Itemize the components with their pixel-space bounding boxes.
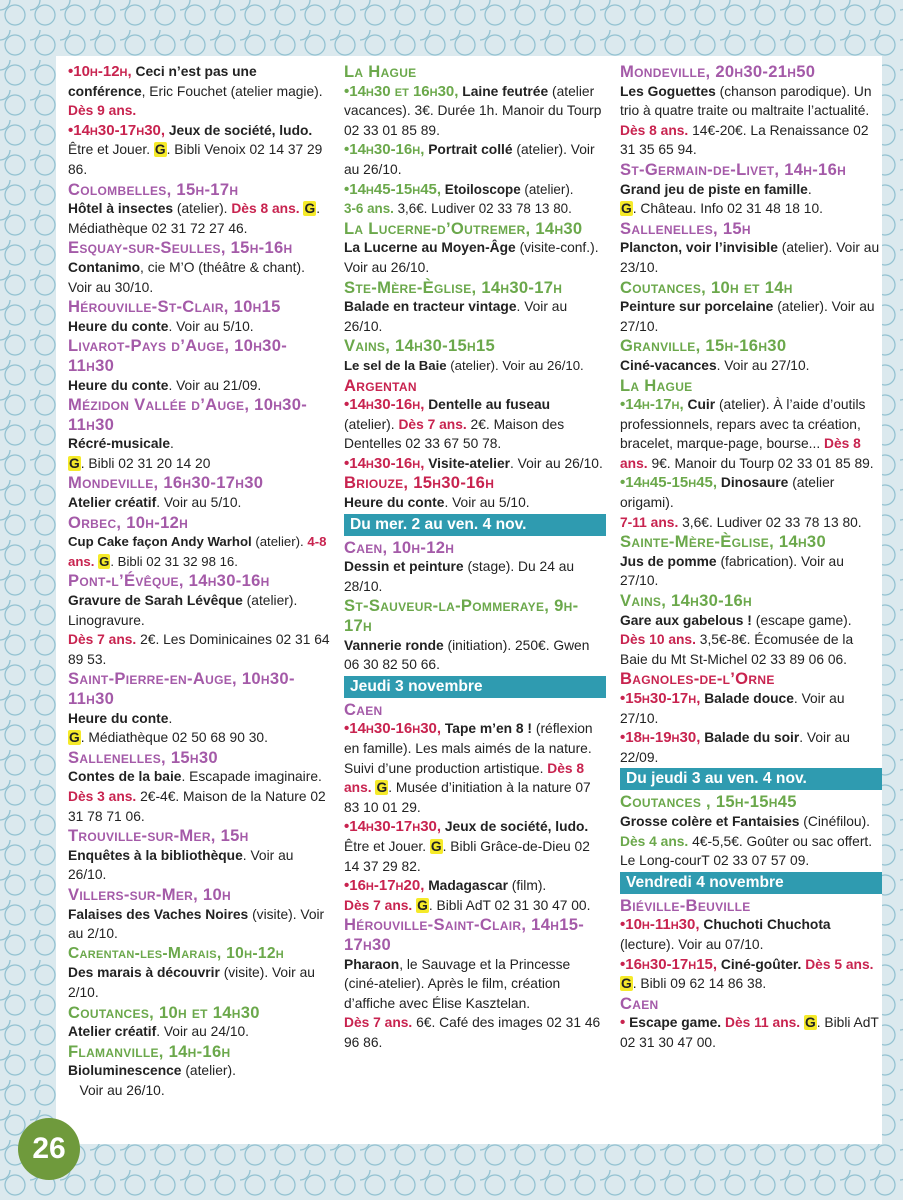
- event-entry: •14h30-17h30, Jeux de société, ludo. Être et Jouer. G. Bibli Venoix 02 14 37 29 86.: [68, 121, 323, 177]
- free-badge: G: [417, 897, 428, 913]
- event-entry: •15h30-17h, Balade douce. Voir au 27/10.: [620, 690, 845, 726]
- event-entry: Falaises des Vaches Noires (visite). Voir au 2/10.: [68, 906, 325, 942]
- location-heading: Orbec, 10h-12h: [68, 512, 189, 532]
- event-entry: Gare aux gabelous ! (escape game). Dès 10 ans. 3,5€-8€. Écomusée de la Baie du Mt St-Michel 02 33 89 06 06.: [620, 612, 854, 667]
- date-banner: Vendredi 4 novembre: [620, 872, 882, 894]
- location-heading: Carentan-les-Marais, 10h-12h: [68, 944, 285, 962]
- location-heading: La Hague: [344, 62, 417, 81]
- date-banner: Jeudi 3 novembre: [344, 676, 606, 698]
- location-heading: Villers-sur-Mer, 10h: [68, 884, 231, 904]
- location-heading: Argentan: [344, 375, 417, 395]
- location-heading: Mondeville, 20h30-21h50: [620, 62, 816, 81]
- event-entry: •14h30-16h, Dentelle au fuseau (atelier). Dès 7 ans. 2€. Maison des Dentelles 02 33 67 50 78.: [344, 396, 565, 452]
- event-entry: Atelier créatif. Voir au 5/10.: [68, 495, 242, 511]
- location-heading: Sallenelles, 15h: [620, 218, 751, 238]
- event-entry: Grosse colère et Fantaisies (Cinéfilou). Dès 4 ans. 4€-5,5€. Goûter ou sac offert. Le Long-courT 02 33 07 57 09.: [620, 813, 873, 869]
- event-entry: •14h45-15h45, Dinosaure (atelier origami). 7-11 ans. 3,6€. Ludiver 02 33 78 13 80.: [620, 474, 862, 530]
- event-entry: Ciné-vacances. Voir au 27/10.: [620, 357, 810, 373]
- location-heading: Ste-Mère-Èglise, 14h30-17h: [344, 277, 563, 297]
- event-entry: Balade en tracteur vintage. Voir au 26/10.: [344, 299, 568, 334]
- event-entry: Heure du conte. Voir au 5/10.: [68, 318, 254, 334]
- free-badge: G: [304, 201, 316, 217]
- location-heading: Sallenelles, 15h30: [68, 747, 218, 767]
- location-heading: Bagnoles-de-l’Orne: [620, 669, 775, 689]
- event-entry: Récré-musicale. G. Bibli 02 31 20 14 20: [68, 436, 211, 471]
- location-heading: Mézidon Vallée d’Auge, 10h30-11h30: [68, 395, 308, 434]
- column-1: [68, 62, 330, 1100]
- date-banner: Du mer. 2 au ven. 4 nov.: [344, 514, 606, 536]
- event-entry: Plancton, voir l’invisible (atelier). Voir au 23/10.: [620, 240, 880, 275]
- location-heading: Saint-Pierre-en-Auge, 10h30-11h30: [68, 669, 295, 708]
- event-entry: Atelier créatif. Voir au 24/10.: [68, 1024, 249, 1040]
- event-entry: Pharaon, le Sauvage et la Princesse (ciné-atelier). Après le film, création d’affiche avec Élise Kasztelan. Dès 7 ans. 6€. Café des images 02 31 46 96 86.: [344, 956, 601, 1050]
- page-number-badge: 26: [18, 1118, 80, 1180]
- event-entry: Heure du conte. Voir au 21/09.: [68, 377, 262, 393]
- location-heading: Briouze, 15h30-16h: [344, 473, 495, 493]
- location-heading: Mondeville, 16h30-17h30: [68, 473, 264, 493]
- event-entry: •16h30-17h15, Ciné-goûter. Dès 5 ans. G. Bibli 09 62 14 86 38.: [620, 955, 874, 992]
- event-entry: • Escape game. Dès 11 ans. G. Bibli AdT 02 31 30 47 00.: [620, 1014, 879, 1050]
- agenda-page: [56, 56, 882, 1144]
- location-heading: Caen: [620, 993, 659, 1013]
- event-entry: Enquêtes à la bibliothèque. Voir au 26/10.: [68, 847, 294, 883]
- column-3: [620, 62, 882, 1053]
- location-heading: Coutances, 10h et 14h: [620, 277, 793, 297]
- location-heading: Trouville-sur-Mer, 15h: [68, 826, 249, 846]
- event-entry: •10h-11h30, Chuchoti Chuchota (lecture). Voir au 07/10.: [620, 916, 831, 952]
- event-entry: •14h45-15h45, Etoiloscope (atelier). 3-6 ans. 3,6€. Ludiver 02 33 78 13 80.: [344, 180, 574, 217]
- location-heading: Coutances , 15h-15h45: [620, 792, 797, 812]
- free-badge: G: [621, 201, 632, 217]
- event-entry: Heure du conte. Voir au 5/10.: [344, 495, 530, 511]
- event-entry: Des marais à découvrir (visite). Voir au 2/10.: [68, 965, 315, 1000]
- location-heading: Hérouville-St-Clair, 10h15: [68, 297, 281, 317]
- event-entry: Peinture sur porcelaine (atelier). Voir au 27/10.: [620, 299, 875, 334]
- location-heading: Biéville-Beuville: [620, 895, 751, 915]
- location-heading: St-Sauveur-la-Pommeraye, 9h-17h: [344, 596, 579, 636]
- date-banner: Du jeudi 3 au ven. 4 nov.: [620, 768, 882, 790]
- location-heading: Vains, 14h30-15h15: [344, 336, 496, 356]
- location-heading: Coutances, 10h et 14h30: [68, 1002, 260, 1022]
- free-badge: G: [69, 730, 80, 746]
- location-heading: La Lucerne-d’Outremer, 14h30: [344, 218, 583, 238]
- location-heading: Vains, 14h30-16h: [620, 591, 752, 611]
- column-2: [344, 62, 606, 1053]
- event-entry: •16h-17h20, Madagascar (film). Dès 7 ans. G. Bibli AdT 02 31 30 47 00.: [344, 877, 591, 913]
- location-heading: Livarot-Pays d’Auge, 10h30-11h30: [68, 336, 288, 375]
- event-entry: Les Goguettes (chanson parodique). Un trio à quatre traite ou maltraite l’actualité. Dès 8 ans. 14€-20€. La Renaissance 02 31 35 65 94.: [620, 83, 872, 158]
- free-badge: G: [69, 455, 80, 471]
- event-entry: •14h-17h, Cuir (atelier). À l’aide d’outils professionnels, repars avec ta création, bracelet, marque-page, bourse... Dès 8 ans. 9€. Manoir du Tourp 02 33 01 85 89.: [620, 396, 874, 471]
- event-entry: Bioluminescence (atelier). Voir au 26/10.: [68, 1063, 236, 1098]
- free-badge: G: [154, 142, 166, 158]
- free-badge: G: [430, 838, 442, 854]
- event-entry: •14h30-16h, Visite-atelier. Voir au 26/10.: [344, 454, 603, 472]
- location-heading: Caen: [344, 699, 383, 719]
- free-badge: G: [621, 976, 632, 992]
- event-entry: Heure du conte. G. Médiathèque 02 50 68 90 30.: [68, 710, 268, 746]
- event-entry: Gravure de Sarah Lévêque (atelier). Linogravure. Dès 7 ans. 2€. Les Dominicaines 02 31 64 89 53.: [68, 593, 330, 667]
- location-heading: Sainte-Mère-Èglise, 14h30: [620, 532, 826, 552]
- event-entry: Contanimo, cie M’O (théâtre & chant). Voir au 30/10.: [68, 259, 305, 295]
- event-entry: •14h30-16h, Portrait collé (atelier). Voir au 26/10.: [344, 141, 595, 177]
- event-entry: Hôtel à insectes (atelier). Dès 8 ans. G. Médiathèque 02 31 72 27 46.: [68, 201, 321, 236]
- event-entry: Dessin et peinture (stage). Du 24 au 28/10.: [344, 559, 575, 594]
- location-heading: St-Germain-de-Livet, 14h-16h: [620, 159, 847, 179]
- free-badge: G: [99, 553, 110, 569]
- event-entry: Contes de la baie. Escapade imaginaire. Dès 3 ans. 2€-4€. Maison de la Nature 02 31 78 71 06.: [68, 769, 326, 824]
- event-entry: •14h30-16h30, Tape m’en 8 ! (réflexion en famille). Les mals aimés de la nature. Suivi d’une production artistique. Dès 8 ans. G. Musée d’initiation à la nature 07 83 10 01 29.: [344, 720, 593, 815]
- location-heading: Esquay-sur-Seulles, 15h-16h: [68, 238, 293, 258]
- location-heading: Hérouville-Saint-Clair, 14h15-17h30: [344, 915, 585, 954]
- event-entry: •18h-19h30, Balade du soir. Voir au 22/09.: [620, 729, 850, 765]
- event-entry: Le sel de la Baie (atelier). Voir au 26/10.: [344, 357, 584, 373]
- location-heading: Flamanville, 14h-16h: [68, 1041, 231, 1061]
- event-entry: Grand jeu de piste en famille. G. Château. Info 02 31 48 18 10.: [620, 181, 823, 217]
- location-heading: Granville, 15h-16h30: [620, 336, 787, 356]
- event-entry: La Lucerne au Moyen-Âge (visite-conf.). Voir au 26/10.: [344, 240, 599, 275]
- event-entry: •14h30 et 16h30, Laine feutrée (atelier vacances). 3€. Durée 1h. Manoir du Tourp 02 33 01 85 89.: [344, 82, 602, 138]
- location-heading: Caen, 10h-12h: [344, 537, 455, 557]
- event-entry: •10h-12h, Ceci n’est pas une conférence, Eric Fouchet (atelier magie). Dès 9 ans.: [68, 63, 323, 119]
- free-badge: G: [805, 1015, 816, 1031]
- location-heading: Pont-l’Évêque, 14h30-16h: [68, 571, 270, 591]
- event-entry: •14h30-17h30, Jeux de société, ludo. Être et Jouer. G. Bibli Grâce-de-Dieu 02 14 37 29 82.: [344, 818, 590, 874]
- free-badge: G: [376, 780, 388, 796]
- event-entry: Jus de pomme (fabrication). Voir au 27/10.: [620, 553, 844, 589]
- location-heading: La Hague: [620, 375, 693, 395]
- location-heading: Colombelles, 15h-17h: [68, 179, 239, 199]
- event-entry: Cup Cake façon Andy Warhol (atelier). 4-8 ans. G. Bibli 02 31 32 98 16.: [68, 534, 327, 569]
- event-entry: Vannerie ronde (initiation). 250€. Gwen 06 30 82 50 66.: [344, 637, 590, 673]
